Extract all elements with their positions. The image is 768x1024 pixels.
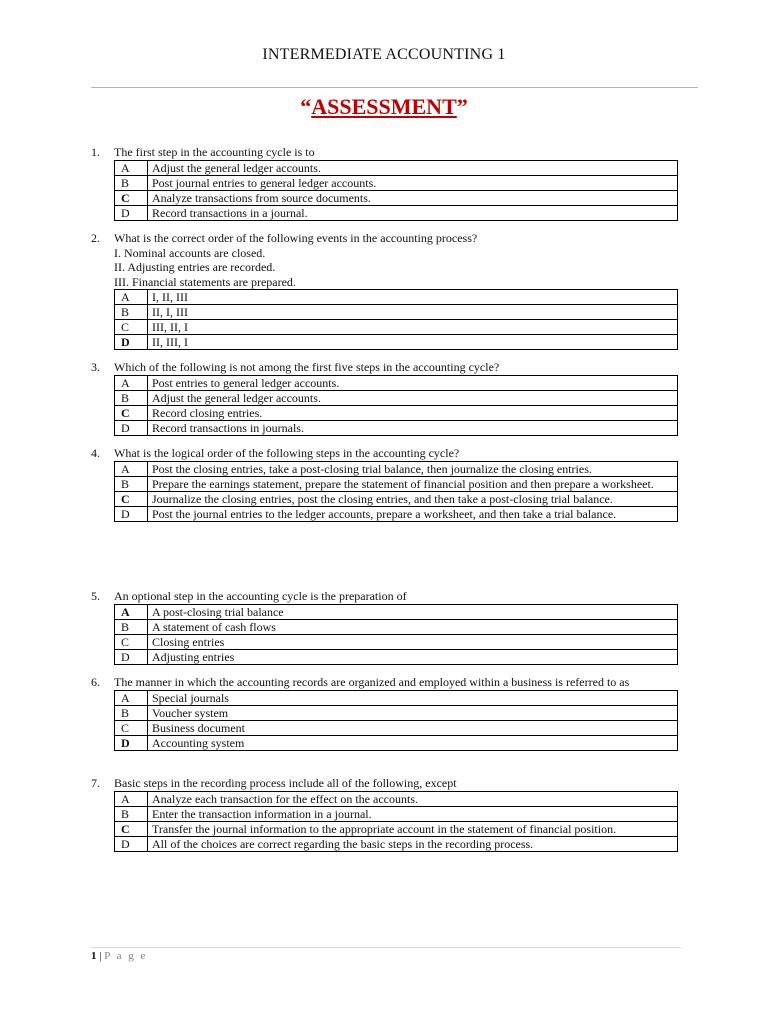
question-stem bbox=[91, 446, 681, 461]
choice-text: Record closing entries. bbox=[148, 405, 678, 420]
choice-text: A statement of cash flows bbox=[148, 619, 678, 634]
question bbox=[91, 589, 681, 665]
choice-row bbox=[115, 604, 678, 619]
title-open-quote: “ bbox=[300, 94, 312, 119]
question-text: What is the correct order of the following events in the accounting process? bbox=[114, 231, 478, 245]
choice-text: Post the journal entries to the ledger accounts, prepare a worksheet, and then take a trial balance. bbox=[148, 506, 678, 521]
choice-row bbox=[115, 390, 678, 405]
choice-letter: B bbox=[115, 476, 148, 491]
choice-letter: A bbox=[115, 791, 148, 806]
page-footer bbox=[91, 950, 147, 962]
question bbox=[91, 145, 681, 221]
choice-letter: B bbox=[115, 619, 148, 634]
question-stem bbox=[91, 145, 681, 160]
question-stem bbox=[91, 589, 681, 604]
choice-text: Record transactions in journals. bbox=[148, 420, 678, 435]
choice-text: Prepare the earnings statement, prepare the statement of financial position and then prepare a worksheet. bbox=[148, 476, 678, 491]
choice-letter: C bbox=[115, 491, 148, 506]
choice-letter: D bbox=[115, 836, 148, 851]
choice-letter: C bbox=[115, 405, 148, 420]
choice-letter: B bbox=[115, 806, 148, 821]
question-statement: II. Adjusting entries are recorded. bbox=[114, 260, 276, 274]
choice-row bbox=[115, 619, 678, 634]
question-number: 5. bbox=[91, 589, 100, 603]
question-text: The first step in the accounting cycle is to bbox=[114, 145, 315, 159]
choice-text: Closing entries bbox=[148, 634, 678, 649]
question bbox=[91, 446, 681, 522]
choice-letter: B bbox=[115, 305, 148, 320]
choice-text: Analyze transactions from source documents. bbox=[148, 190, 678, 205]
choice-row bbox=[115, 491, 678, 506]
footer-divider bbox=[91, 947, 681, 948]
choice-letter: A bbox=[115, 375, 148, 390]
choices-table bbox=[114, 375, 678, 436]
choice-text: Adjust the general ledger accounts. bbox=[148, 390, 678, 405]
question-stem bbox=[91, 776, 681, 791]
footer-separator: | bbox=[99, 950, 102, 962]
question-text: An optional step in the accounting cycle is the preparation of bbox=[114, 589, 407, 603]
choice-row bbox=[115, 506, 678, 521]
choice-text: Post journal entries to general ledger accounts. bbox=[148, 175, 678, 190]
question-number: 3. bbox=[91, 360, 100, 374]
page-label: P a g e bbox=[104, 950, 148, 962]
choice-row bbox=[115, 690, 678, 705]
choice-row bbox=[115, 375, 678, 390]
header-divider bbox=[91, 87, 698, 88]
choice-letter: A bbox=[115, 160, 148, 175]
choice-text: Accounting system bbox=[148, 735, 678, 750]
question bbox=[91, 675, 681, 751]
choice-row bbox=[115, 806, 678, 821]
choice-letter: C bbox=[115, 320, 148, 335]
question-statement: I. Nominal accounts are closed. bbox=[114, 245, 266, 260]
page-title bbox=[0, 94, 768, 120]
choice-letter: B bbox=[115, 390, 148, 405]
choice-letter: D bbox=[115, 506, 148, 521]
choice-row bbox=[115, 720, 678, 735]
choice-letter: C bbox=[115, 634, 148, 649]
choice-text: Journalize the closing entries, post the closing entries, and then take a post-closing trial balance. bbox=[148, 491, 678, 506]
question-number: 6. bbox=[91, 675, 100, 689]
choice-letter: C bbox=[115, 821, 148, 836]
choice-row bbox=[115, 305, 678, 320]
choice-letter: D bbox=[115, 205, 148, 220]
choice-row bbox=[115, 160, 678, 175]
choice-text: I, II, III bbox=[148, 290, 678, 305]
question bbox=[91, 360, 681, 436]
choice-letter: B bbox=[115, 175, 148, 190]
choices-table bbox=[114, 791, 678, 852]
choice-row bbox=[115, 705, 678, 720]
choice-letter: A bbox=[115, 690, 148, 705]
question-text: What is the logical order of the following steps in the accounting cycle? bbox=[114, 446, 460, 460]
question-statement: III. Financial statements are prepared. bbox=[114, 274, 296, 289]
question bbox=[91, 231, 681, 350]
choice-text: Adjusting entries bbox=[148, 649, 678, 664]
choice-letter: D bbox=[115, 420, 148, 435]
question-stem bbox=[91, 675, 681, 690]
choice-text: Business document bbox=[148, 720, 678, 735]
question-number: 2. bbox=[91, 231, 100, 245]
choice-row bbox=[115, 290, 678, 305]
question-number: 1. bbox=[91, 145, 100, 159]
choices-table bbox=[114, 289, 678, 350]
choice-text: Adjust the general ledger accounts. bbox=[148, 160, 678, 175]
choice-text: Voucher system bbox=[148, 705, 678, 720]
choice-row bbox=[115, 405, 678, 420]
question-text: Basic steps in the recording process include all of the following, except bbox=[114, 776, 457, 790]
choice-row bbox=[115, 476, 678, 491]
question-stem bbox=[91, 231, 681, 246]
question bbox=[91, 776, 681, 852]
question-stem bbox=[91, 360, 681, 375]
choice-text: Enter the transaction information in a journal. bbox=[148, 806, 678, 821]
choice-row bbox=[115, 836, 678, 851]
choice-letter: D bbox=[115, 649, 148, 664]
choice-row bbox=[115, 821, 678, 836]
question-number: 7. bbox=[91, 776, 100, 790]
choice-row bbox=[115, 735, 678, 750]
choice-text: Record transactions in a journal. bbox=[148, 205, 678, 220]
page-number: 1 bbox=[91, 950, 97, 962]
choices-table bbox=[114, 160, 678, 221]
choice-letter: A bbox=[115, 290, 148, 305]
choice-letter: D bbox=[115, 335, 148, 350]
question-text: The manner in which the accounting records are organized and employed within a business is referred to as bbox=[114, 675, 630, 689]
choice-text: II, III, I bbox=[148, 335, 678, 350]
choice-text: II, I, III bbox=[148, 305, 678, 320]
choice-row bbox=[115, 190, 678, 205]
choice-row bbox=[115, 420, 678, 435]
choices-table bbox=[114, 461, 678, 522]
choice-letter: C bbox=[115, 190, 148, 205]
choice-row bbox=[115, 461, 678, 476]
choice-row bbox=[115, 634, 678, 649]
choice-text: Post entries to general ledger accounts. bbox=[148, 375, 678, 390]
title-close-quote: ” bbox=[456, 94, 468, 119]
title-text: ASSESSMENT bbox=[311, 94, 457, 119]
choice-row bbox=[115, 791, 678, 806]
choice-text: All of the choices are correct regarding the basic steps in the recording process. bbox=[148, 836, 678, 851]
choice-text: A post-closing trial balance bbox=[148, 604, 678, 619]
choice-letter: A bbox=[115, 604, 148, 619]
question-number: 4. bbox=[91, 446, 100, 460]
choice-row bbox=[115, 335, 678, 350]
choice-row bbox=[115, 320, 678, 335]
choice-row bbox=[115, 205, 678, 220]
choice-letter: A bbox=[115, 461, 148, 476]
course-header: INTERMEDIATE ACCOUNTING 1 bbox=[262, 46, 506, 63]
choice-text: III, II, I bbox=[148, 320, 678, 335]
choice-text: Special journals bbox=[148, 690, 678, 705]
choice-text: Transfer the journal information to the appropriate account in the statement of financial position. bbox=[148, 821, 678, 836]
choice-text: Post the closing entries, take a post-closing trial balance, then journalize the closing entries. bbox=[148, 461, 678, 476]
choices-table bbox=[114, 604, 678, 665]
choice-letter: C bbox=[115, 720, 148, 735]
choices-table bbox=[114, 690, 678, 751]
choice-letter: B bbox=[115, 705, 148, 720]
choice-row bbox=[115, 649, 678, 664]
choice-text: Analyze each transaction for the effect on the accounts. bbox=[148, 791, 678, 806]
question-text: Which of the following is not among the first five steps in the accounting cycle? bbox=[114, 360, 500, 374]
choice-letter: D bbox=[115, 735, 148, 750]
choice-row bbox=[115, 175, 678, 190]
